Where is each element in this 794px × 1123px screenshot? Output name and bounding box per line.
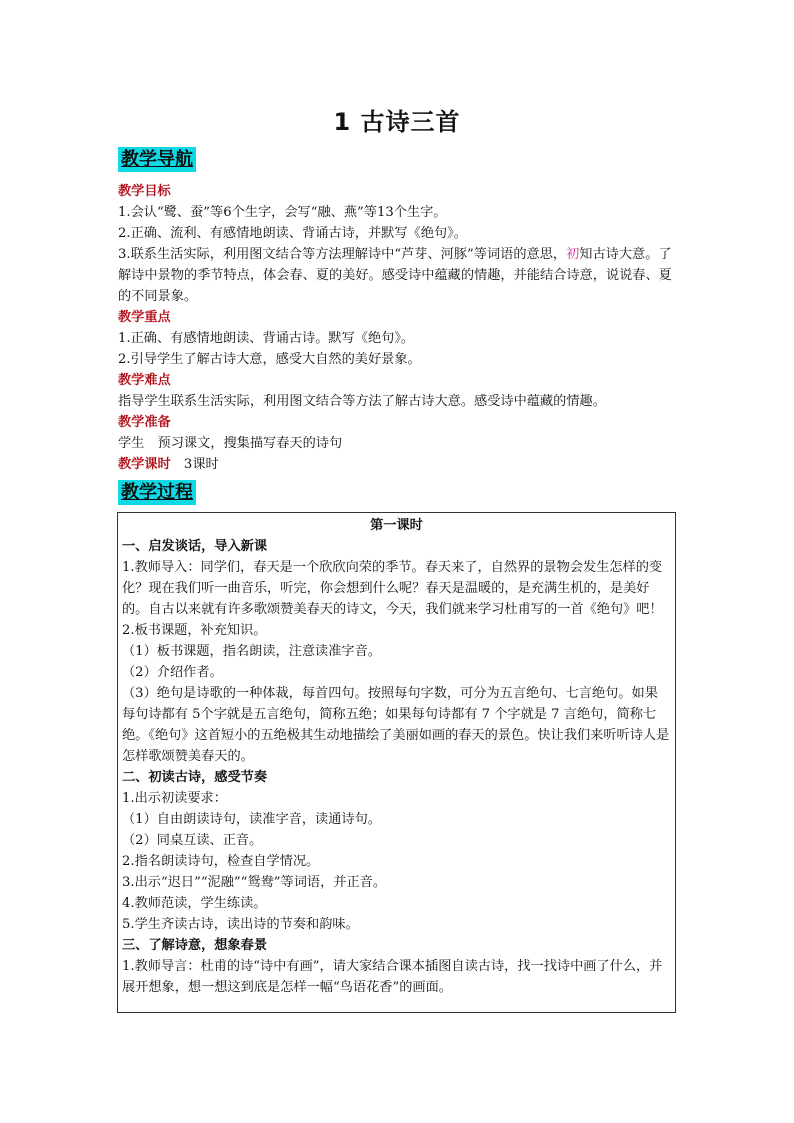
- key-point-item: 1.正确、有感情地朗读、背诵古诗。默写《绝句》。: [118, 331, 415, 346]
- hours-heading: 教学课时: [118, 457, 171, 472]
- list-item: 1.出示初读要求：: [122, 791, 227, 806]
- objective-item-3-text-a: 3.联系生活实际，利用图文结合等方法理解诗中“芦芽、河豚”等词语的意思，: [118, 247, 567, 262]
- teaching-navigation-section: [118, 181, 678, 475]
- list-item: 3.出示“迟日”“泥融”“鸳鸯”等词语，并正音。: [122, 875, 387, 890]
- paragraph: （1）板书课题，指名朗读，注意读准字音。: [122, 644, 381, 659]
- teaching-navigation-banner: 教学导航: [118, 147, 196, 172]
- difficulties-text: 指导学生联系生活实际，利用图文结合等方法了解古诗大意。感受诗中蕴藏的情趣。: [118, 394, 606, 409]
- paragraph: （2）介绍作者。: [122, 665, 223, 680]
- lesson-title: 第一课时: [370, 518, 423, 533]
- section-1-title: 一、启发谈话，导入新课: [122, 539, 268, 554]
- difficulties-heading: 教学难点: [118, 373, 171, 388]
- key-point-item: 2.引导学生了解古诗大意，感受大自然的美好景象。: [118, 352, 421, 367]
- section-3-title: 三、了解诗意，想象春景: [122, 938, 268, 953]
- list-item: 4.教师范读，学生练读。: [122, 896, 267, 911]
- list-item: 2.指名朗读诗句，检查自学情况。: [122, 854, 320, 869]
- list-item: 5.学生齐读古诗，读出诗的节奏和韵味。: [122, 917, 359, 932]
- hours-line: [118, 454, 678, 475]
- list-item: （2）同桌互读、正音。: [122, 833, 263, 848]
- objective-item: 1.会认“鹭、蚕”等6个生字，会写“融、燕”等13个生字。: [118, 205, 447, 220]
- paragraph: （3）绝句是诗歌的一种体裁，每首四句。按照每句字数，可分为五言绝句、七言绝句。如果每句诗都有 5个字就是五言绝句，简称五绝；如果每句诗都有 7 个字就是 7 言绝句，简称七绝。《绝句》这首短小的五绝极其生动地描绘了美丽如画的春天的景色。快让我们来听听诗人是怎样歌颂赞美春天的。: [122, 686, 670, 764]
- objective-item-3: [118, 244, 678, 307]
- paragraph: 1.教师导入：同学们，春天是一个欣欣向荣的季节。春天来了，自然界的景物会发生怎样的变化？现在我们听一曲音乐，听完，你会想到什么呢？春天是温暖的，是充满生机的，是美好的。自古以来就有许多歌颂赞美春天的诗文，今天，我们就来学习杜甫写的一首《绝句》吧！: [122, 560, 663, 617]
- objective-item-3-highlight: 初: [566, 247, 580, 262]
- preparation-text: 学生 预习课文，搜集描写春天的诗句: [118, 436, 343, 451]
- objective-item-3-text-b: 知古诗大意。了解诗中景物的季节特点，体会春、夏的美好。感受诗中蕴藏的情趣，并能结合诗意，说说春、夏的不同景象。: [118, 247, 672, 304]
- page-title: 1 古诗三首: [333, 108, 461, 136]
- lesson-box: [117, 512, 676, 1013]
- objectives-heading: 教学目标: [118, 184, 171, 199]
- section-2-title: 二、初读古诗，感受节奏: [122, 770, 268, 785]
- paragraph: 2.板书课题，补充知识。: [122, 623, 267, 638]
- preparation-heading: 教学准备: [118, 415, 171, 430]
- hours-value: 3课时: [170, 457, 219, 472]
- paragraph: 1.教师导言：杜甫的诗“诗中有画”，请大家结合课本插图自读古诗，找一找诗中画了什么，并展开想象，想一想这到底是怎样一幅“鸟语花香”的画面。: [122, 959, 663, 995]
- teaching-process-banner: 教学过程: [118, 480, 196, 505]
- key-points-heading: 教学重点: [118, 310, 171, 325]
- objective-item: 2.正确、流利、有感情地朗读、背诵古诗，并默写《绝句》。: [118, 226, 467, 241]
- list-item: （1）自由朗读诗句，读准字音，读通诗句。: [122, 812, 381, 827]
